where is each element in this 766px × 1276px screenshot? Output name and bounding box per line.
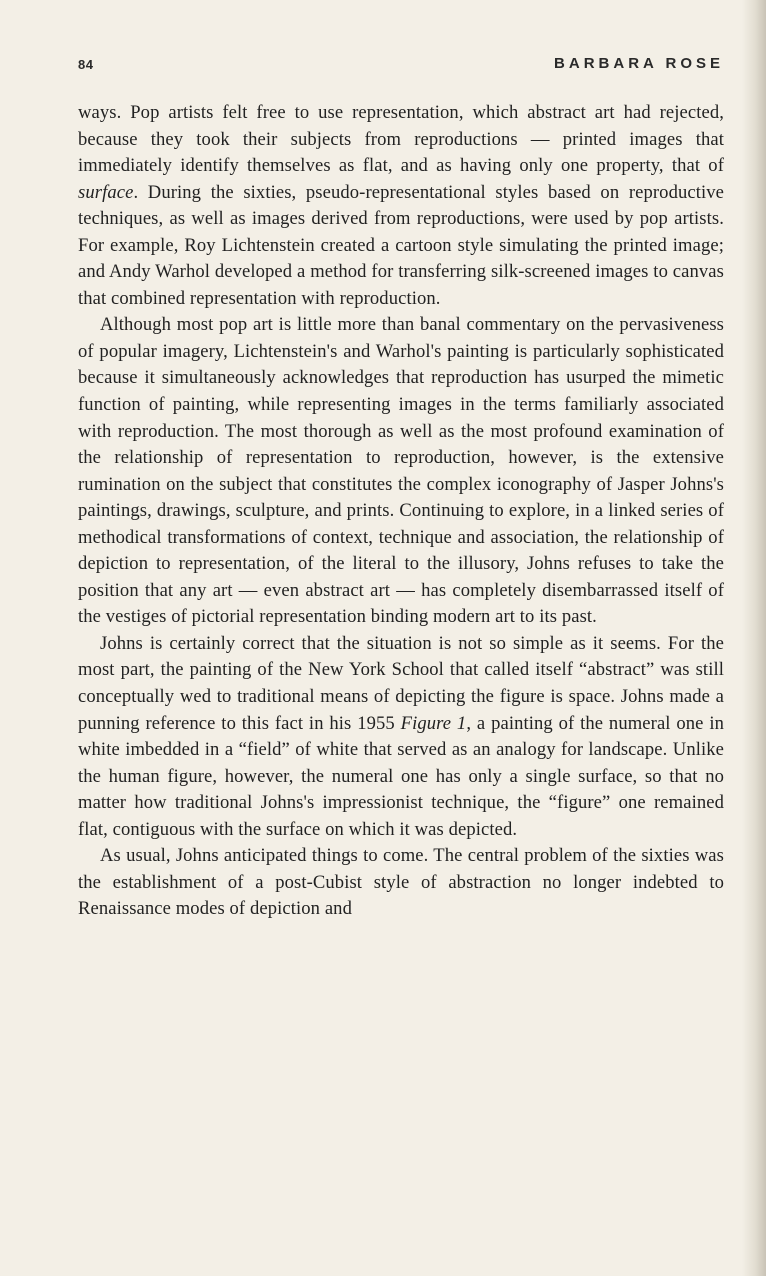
page-edge-shadow [742, 0, 766, 1276]
paragraph [78, 631, 724, 843]
paragraph [78, 100, 724, 312]
paragraph [78, 843, 724, 923]
paragraph-text: , a painting of the numeral one in white imbedded in a “field” of white that served as an analogy for landscape. Unlike the human figure, however, the numeral one has only a single surface, so that no matter how traditional Johns's impressionist technique, the “figure” one remained flat, contiguous with the surface on which it was depicted. [78, 712, 724, 840]
running-head-author: BARBARA ROSE [554, 55, 724, 72]
paragraph-text: . During the sixties, pseudo-representational styles based on reproductive techniques, as well as images derived from reproductions, were used by pop artists. For example, Roy Lichtenstein created a cartoon style simulating the printed image; and Andy Warhol developed a method for transferring silk-screened images to canvas that combined representation with reproduction. [78, 181, 724, 309]
paragraph-text: Although most pop art is little more than banal commentary on the pervasiveness of popular imagery, Lichtenstein's and Warhol's painting is particularly sophisticated because it simultaneously acknowledges that reproduction has usurped the mimetic function of painting, while representing images in the terms familiarly associated with reproduction. The most thorough as well as the most profound examination of the relationship of representation to reproduction, however, is the extensive rumination on the subject that constitutes the complex iconography of Jasper Johns's paintings, drawings, sculpture, and prints. Continuing to explore, in a linked series of methodical transformations of context, technique and association, the relationship of depiction to representation, of the literal to the illusory, Johns refuses to take the position that any art — even abstract art — has completely disembarrassed itself of the vestiges of pictorial representation binding modern art to its past. [78, 314, 724, 628]
paragraph [78, 312, 724, 631]
italic-title: Figure 1 [400, 712, 467, 734]
paragraph-text: ways. Pop artists felt free to use representation, which abstract art had rejected, because they took their subjects from reproductions — printed images that immediately identify themselves as flat, and as having only one property, that of [78, 102, 724, 177]
running-head [78, 55, 724, 77]
page-number: 84 [78, 57, 94, 72]
italic-title: surface [78, 181, 134, 203]
paragraph-text: As usual, Johns anticipated things to come. The central problem of the sixties was the establishment of a post-Cubist style of abstraction no longer indebted to Renaissance modes of depiction and [78, 845, 724, 920]
paragraph-text: Johns is certainly correct that the situation is not so simple as it seems. For the most part, the painting of the New York School that called itself “abstract” was still conceptually wed to traditional means of depicting the figure is space. Johns made a punning reference to this fact in his 1955 [78, 632, 724, 734]
body-text [78, 100, 724, 923]
